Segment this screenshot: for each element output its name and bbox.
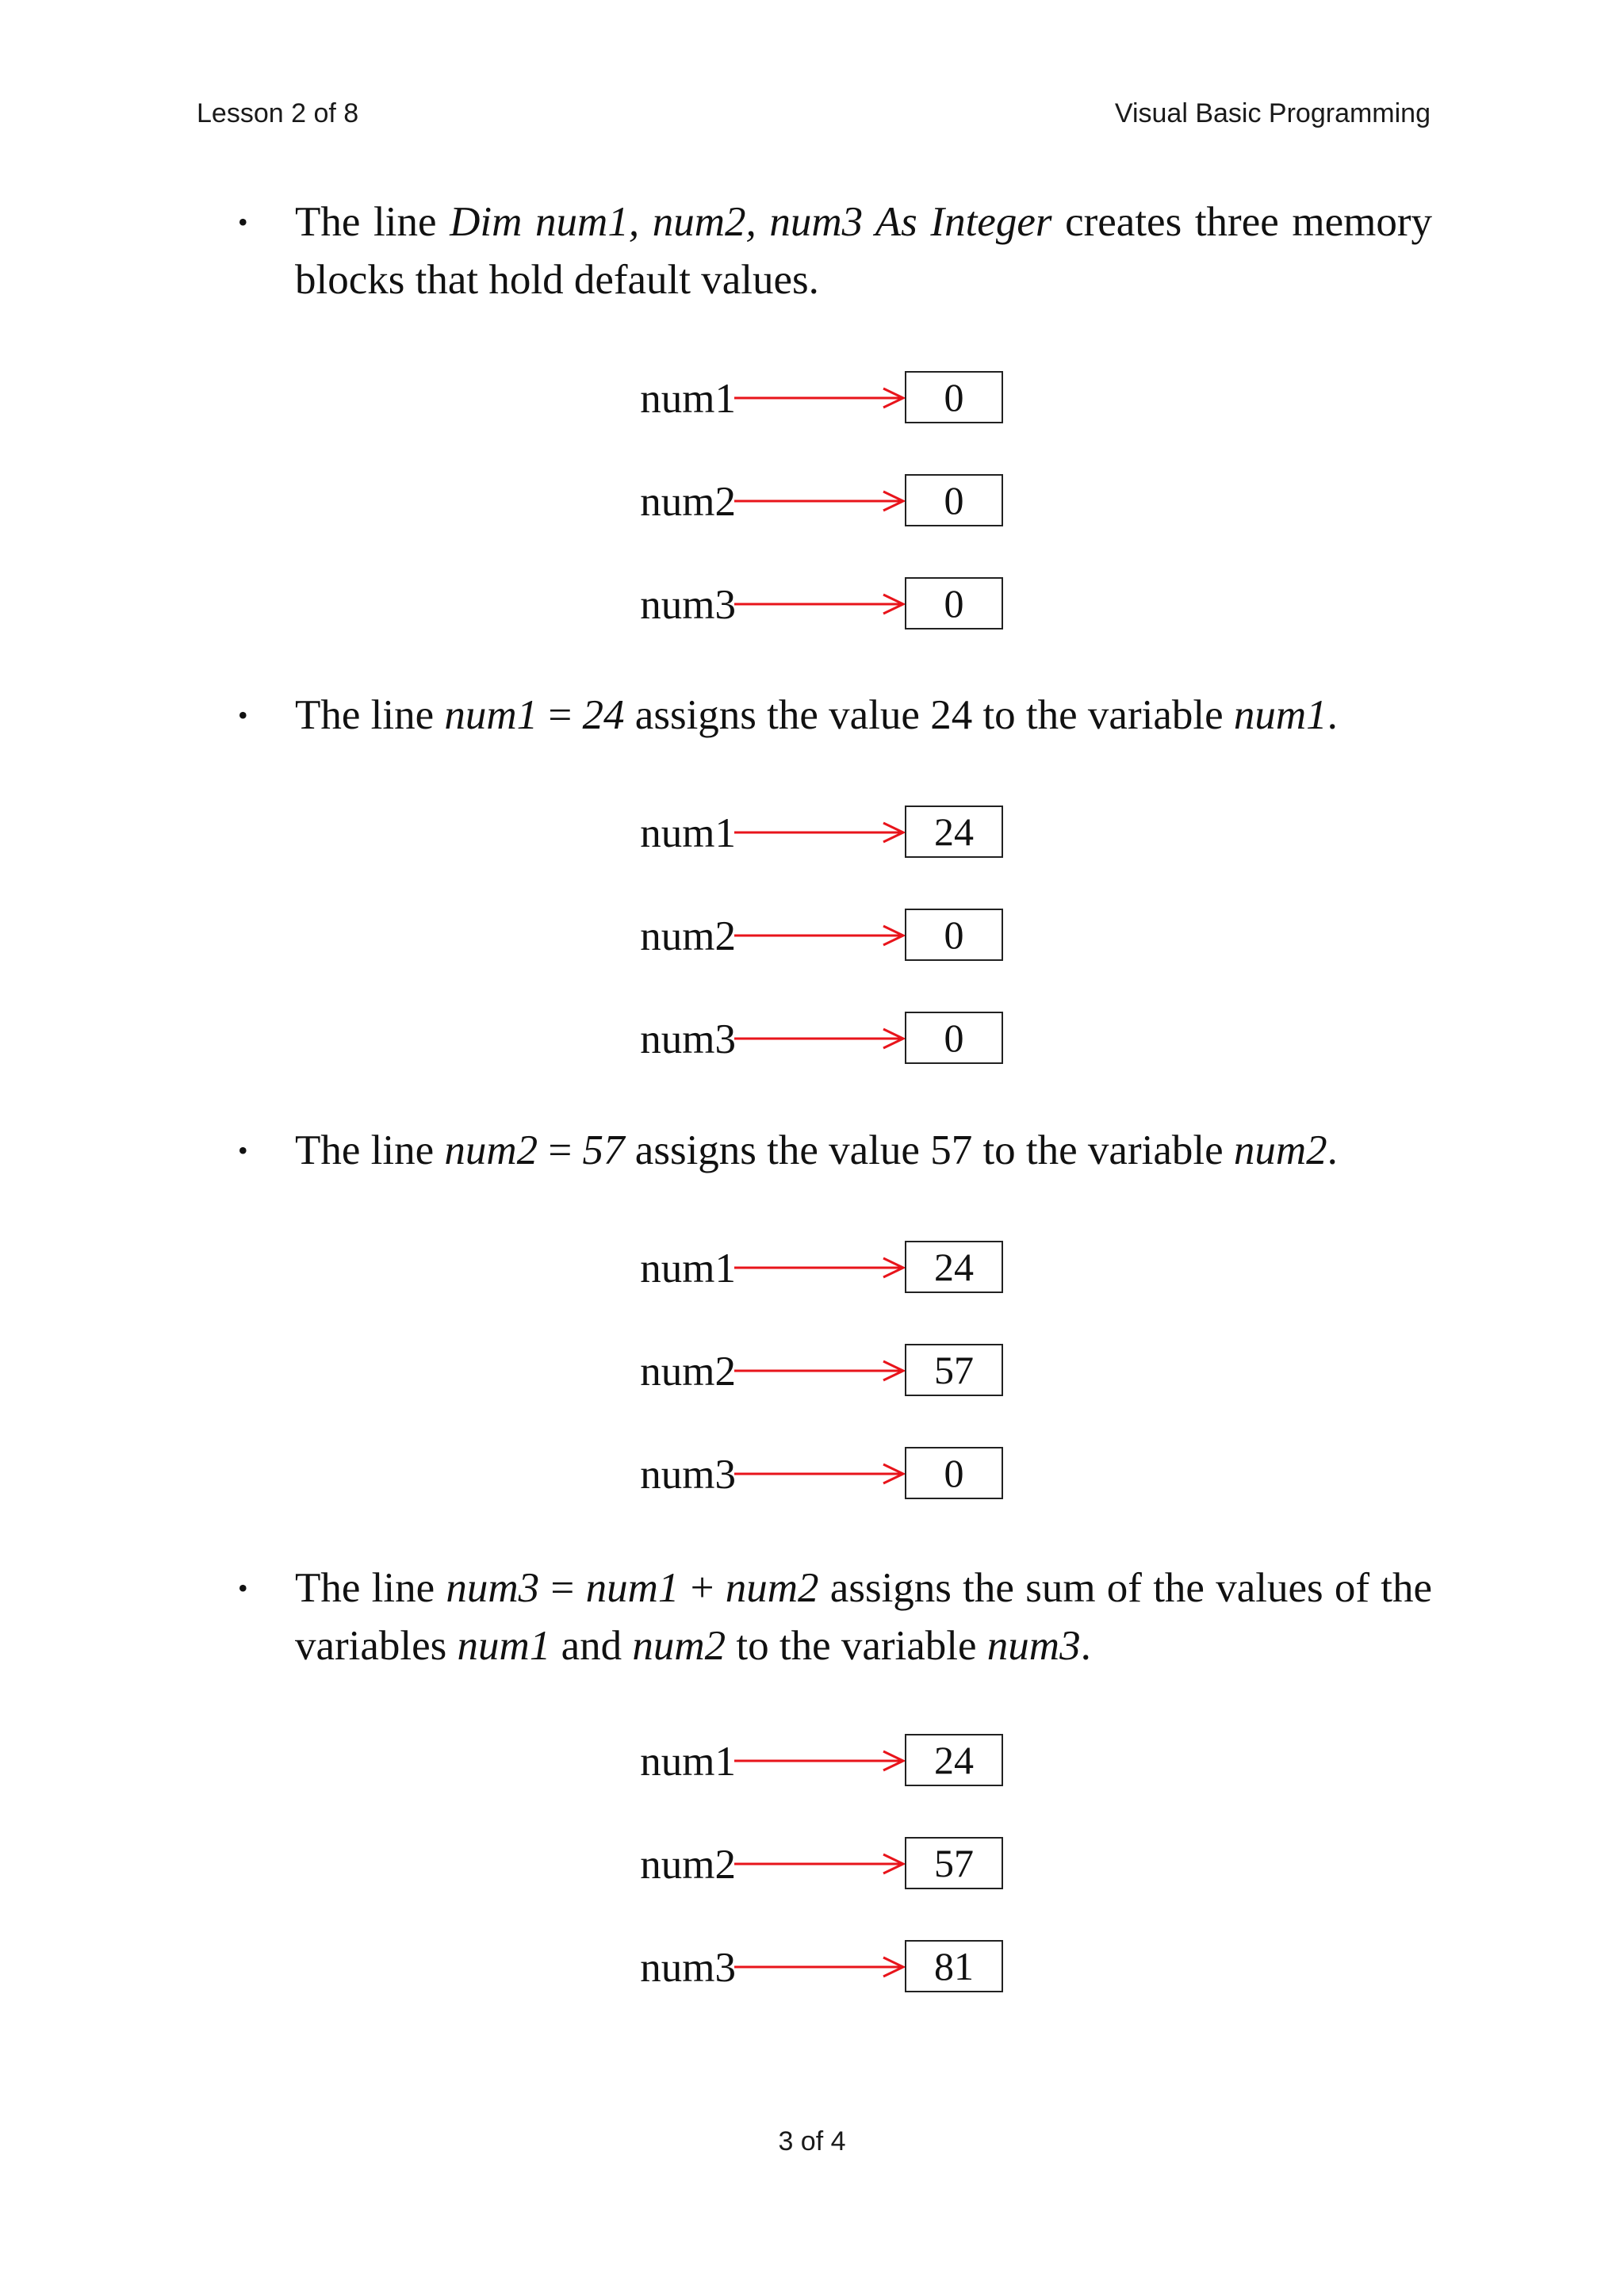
variable-label: num3 xyxy=(640,1452,736,1498)
memory-block-value: 81 xyxy=(905,1940,1003,1992)
code-fragment: 24 xyxy=(582,692,625,738)
code-fragment: num1 xyxy=(444,692,538,738)
bullet-point xyxy=(238,1122,1432,1180)
memory-diagram xyxy=(0,806,1624,1107)
variable-label: num1 xyxy=(640,376,736,422)
variable-label: num1 xyxy=(640,1246,736,1292)
page-header xyxy=(197,98,1431,138)
bullet-text xyxy=(295,193,1432,309)
memory-block-value: 0 xyxy=(905,474,1003,526)
memory-block-value: 57 xyxy=(905,1344,1003,1396)
arrow-icon xyxy=(733,1355,907,1387)
text-fragment: to the variable xyxy=(726,1623,987,1669)
memory-diagram xyxy=(0,1241,1624,1542)
text-fragment: assigns the value 24 to the variable xyxy=(624,692,1234,738)
memory-block-value: 24 xyxy=(905,1734,1003,1786)
memory-block-value: 0 xyxy=(905,1447,1003,1499)
arrow-icon xyxy=(733,817,907,848)
code-fragment: 57 xyxy=(582,1127,625,1173)
text-fragment: = xyxy=(538,692,583,738)
course-title: Visual Basic Programming xyxy=(1114,98,1431,128)
text-fragment: The line xyxy=(295,692,445,738)
memory-block-value: 0 xyxy=(905,1012,1003,1064)
text-fragment: . xyxy=(1327,692,1338,738)
code-fragment: num3 xyxy=(986,1623,1081,1669)
variable-label: num3 xyxy=(640,1016,736,1062)
memory-row-num2 xyxy=(0,1344,1624,1399)
bullet-point xyxy=(238,193,1432,309)
lesson-label: Lesson 2 of 8 xyxy=(197,98,359,128)
bullet-text xyxy=(295,1122,1432,1180)
memory-row-num2 xyxy=(0,1837,1624,1892)
bullet-icon: • xyxy=(238,1135,248,1166)
memory-row-num3 xyxy=(0,1940,1624,1996)
bullet-icon: • xyxy=(238,206,248,238)
variable-label: num3 xyxy=(640,582,736,628)
code-fragment: num2 xyxy=(632,1623,726,1669)
arrow-icon xyxy=(733,1458,907,1490)
memory-block-value: 0 xyxy=(905,577,1003,629)
memory-row-num1 xyxy=(0,371,1624,427)
code-fragment: num1 xyxy=(1233,692,1327,738)
bullet-point xyxy=(238,687,1432,744)
code-fragment: num1 xyxy=(585,1565,680,1611)
memory-row-num2 xyxy=(0,909,1624,964)
arrow-icon xyxy=(733,1023,907,1054)
text-fragment: The line xyxy=(295,1127,445,1173)
memory-block-value: 57 xyxy=(905,1837,1003,1889)
memory-block-value: 0 xyxy=(905,371,1003,423)
text-fragment: assigns the value 57 to the variable xyxy=(624,1127,1234,1173)
arrow-icon xyxy=(733,1252,907,1284)
memory-row-num1 xyxy=(0,806,1624,861)
bullet-text xyxy=(295,687,1432,744)
memory-row-num1 xyxy=(0,1734,1624,1789)
bullet-icon: • xyxy=(238,1572,248,1604)
code-fragment: num2 xyxy=(725,1565,819,1611)
variable-label: num1 xyxy=(640,810,736,856)
memory-row-num1 xyxy=(0,1241,1624,1296)
text-fragment: + xyxy=(679,1565,726,1611)
variable-label: num2 xyxy=(640,1842,736,1888)
variable-label: num1 xyxy=(640,1739,736,1785)
code-fragment: num2 xyxy=(1233,1127,1327,1173)
text-fragment: . xyxy=(1080,1623,1091,1669)
variable-label: num2 xyxy=(640,913,736,959)
text-fragment: The line xyxy=(295,1565,446,1611)
arrow-icon xyxy=(733,485,907,517)
text-fragment: = xyxy=(538,1127,583,1173)
text-fragment: The line xyxy=(295,199,450,245)
text-fragment: and xyxy=(550,1623,633,1669)
memory-row-num2 xyxy=(0,474,1624,530)
text-fragment: assigns the sum of the values of the variables xyxy=(295,1565,1433,1669)
variable-label: num2 xyxy=(640,1349,736,1395)
text-fragment: = xyxy=(539,1565,586,1611)
memory-row-num3 xyxy=(0,577,1624,633)
text-fragment: . xyxy=(1327,1127,1338,1173)
memory-row-num3 xyxy=(0,1447,1624,1502)
memory-diagram xyxy=(0,1734,1624,2035)
arrow-icon xyxy=(733,1951,907,1983)
code-fragment: num1 xyxy=(457,1623,551,1669)
code-fragment: num2 xyxy=(444,1127,538,1173)
memory-block-value: 0 xyxy=(905,909,1003,961)
arrow-icon xyxy=(733,382,907,414)
bullet-point xyxy=(238,1559,1432,1675)
arrow-icon xyxy=(733,920,907,951)
memory-row-num3 xyxy=(0,1012,1624,1067)
text-fragment: creates three memory blocks that hold default values. xyxy=(295,199,1432,303)
memory-diagram xyxy=(0,371,1624,672)
variable-label: num2 xyxy=(640,479,736,525)
bullet-text xyxy=(295,1559,1432,1675)
arrow-icon xyxy=(733,1745,907,1777)
memory-block-value: 24 xyxy=(905,806,1003,858)
arrow-icon xyxy=(733,1848,907,1880)
page-number: 3 of 4 xyxy=(778,2126,846,2156)
bullet-icon: • xyxy=(238,699,248,731)
code-fragment: num3 xyxy=(446,1565,540,1611)
variable-label: num3 xyxy=(640,1945,736,1991)
arrow-icon xyxy=(733,588,907,620)
code-fragment: Dim num1, num2, num3 As Integer xyxy=(450,199,1052,245)
memory-block-value: 24 xyxy=(905,1241,1003,1293)
